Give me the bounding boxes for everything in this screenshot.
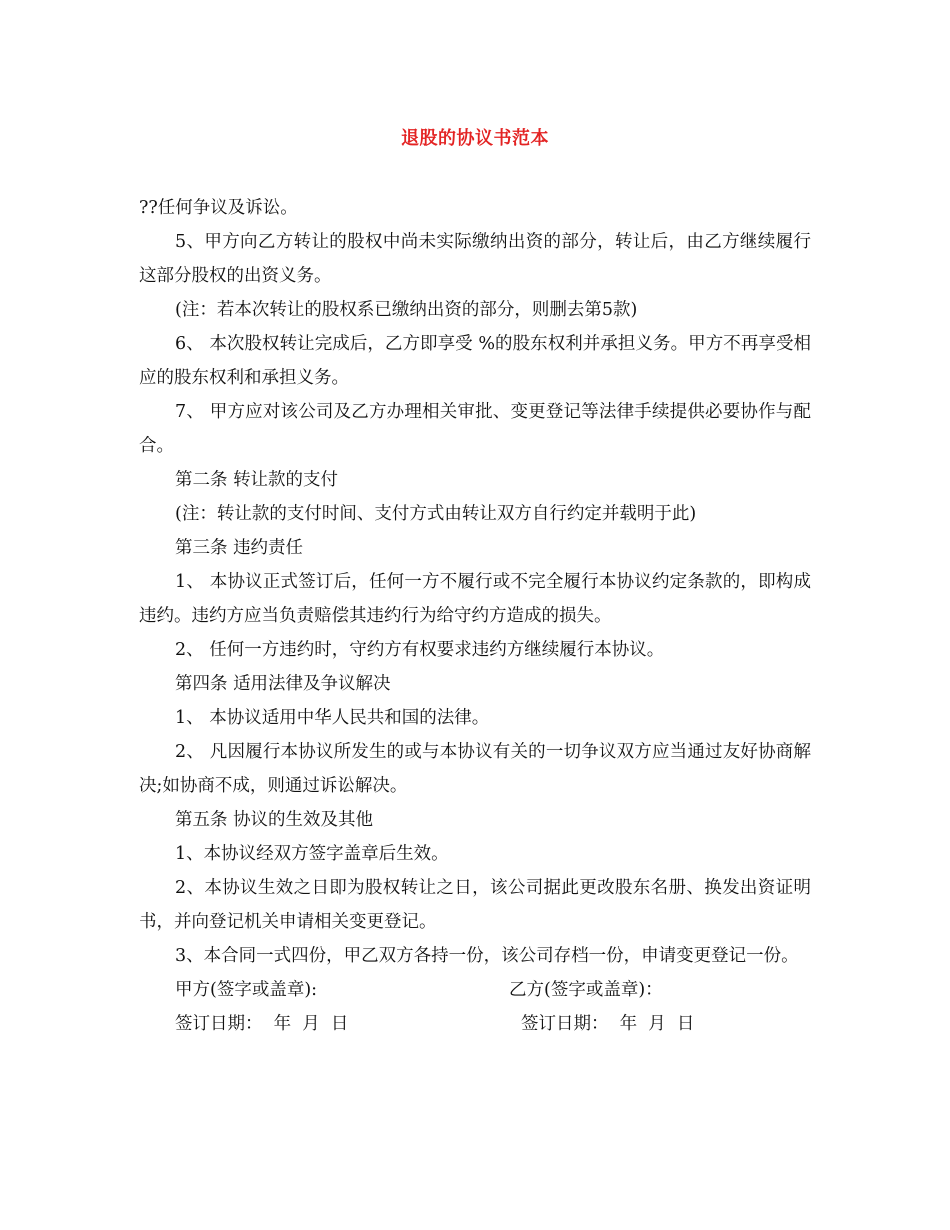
article-3-clause-1: 1、 本协议正式签订后，任何一方不履行或不完全履行本协议约定条款的，即构成违约。违约方应当负责赔偿其违约行为给守约方造成的损失。 [139,572,811,626]
article-5-clause-3: 3、本合同一式四份，甲乙双方各持一份，该公司存档一份，申请变更登记一份。 [175,946,799,966]
signature-row [139,973,811,1007]
note-clause-5: (注：若本次转让的股权系已缴纳出资的部分，则删去第5款) [175,300,638,320]
paragraph-continuation: ??任何争议及诉讼。 [139,198,298,218]
clause-6: 6、 本次股权转让完成后，乙方即享受 %的股东权利并承担义务。甲方不再享受相应的股东权利和承担义务。 [139,334,811,388]
note-article-2: (注：转让款的支付时间、支付方式由转让双方自行约定并载明于此) [175,504,697,524]
party-b-signature: 乙方(签字或盖章)： [509,980,663,1000]
document-title: 退股的协议书范本 [401,128,549,149]
article-3-clause-2: 2、 任何一方违约时，守约方有权要求违约方继续履行本协议。 [175,640,665,660]
clause-5: 5、甲方向乙方转让的股权中尚未实际缴纳出资的部分，转让后，由乙方继续履行这部分股权的出资义务。 [139,232,811,286]
article-2-heading: 第二条 转让款的支付 [175,470,339,490]
article-3-heading: 第三条 违约责任 [175,538,304,558]
document-body [139,191,811,1041]
article-4-clause-2: 2、 凡因履行本协议所发生的或与本协议有关的一切争议双方应当通过友好协商解决;如协商不成，则通过诉讼解决。 [139,742,811,796]
article-4-heading: 第四条 适用法律及争议解决 [175,674,391,694]
date-row [139,1007,811,1041]
party-b-date: 签订日期： 年 月 日 [521,1014,695,1034]
party-a-date: 签订日期： 年 月 日 [175,1014,349,1034]
article-5-clause-2: 2、本协议生效之日即为股权转让之日，该公司据此更改股东名册、换发出资证明书，并向登记机关申请相关变更登记。 [139,878,811,932]
clause-7: 7、 甲方应对该公司及乙方办理相关审批、变更登记等法律手续提供必要协作与配合。 [139,402,811,456]
party-a-signature: 甲方(签字或盖章): [175,980,318,1000]
article-5-clause-1: 1、本协议经双方签字盖章后生效。 [175,844,449,864]
article-4-clause-1: 1、 本协议适用中华人民共和国的法律。 [175,708,490,728]
article-5-heading: 第五条 协议的生效及其他 [175,810,374,830]
